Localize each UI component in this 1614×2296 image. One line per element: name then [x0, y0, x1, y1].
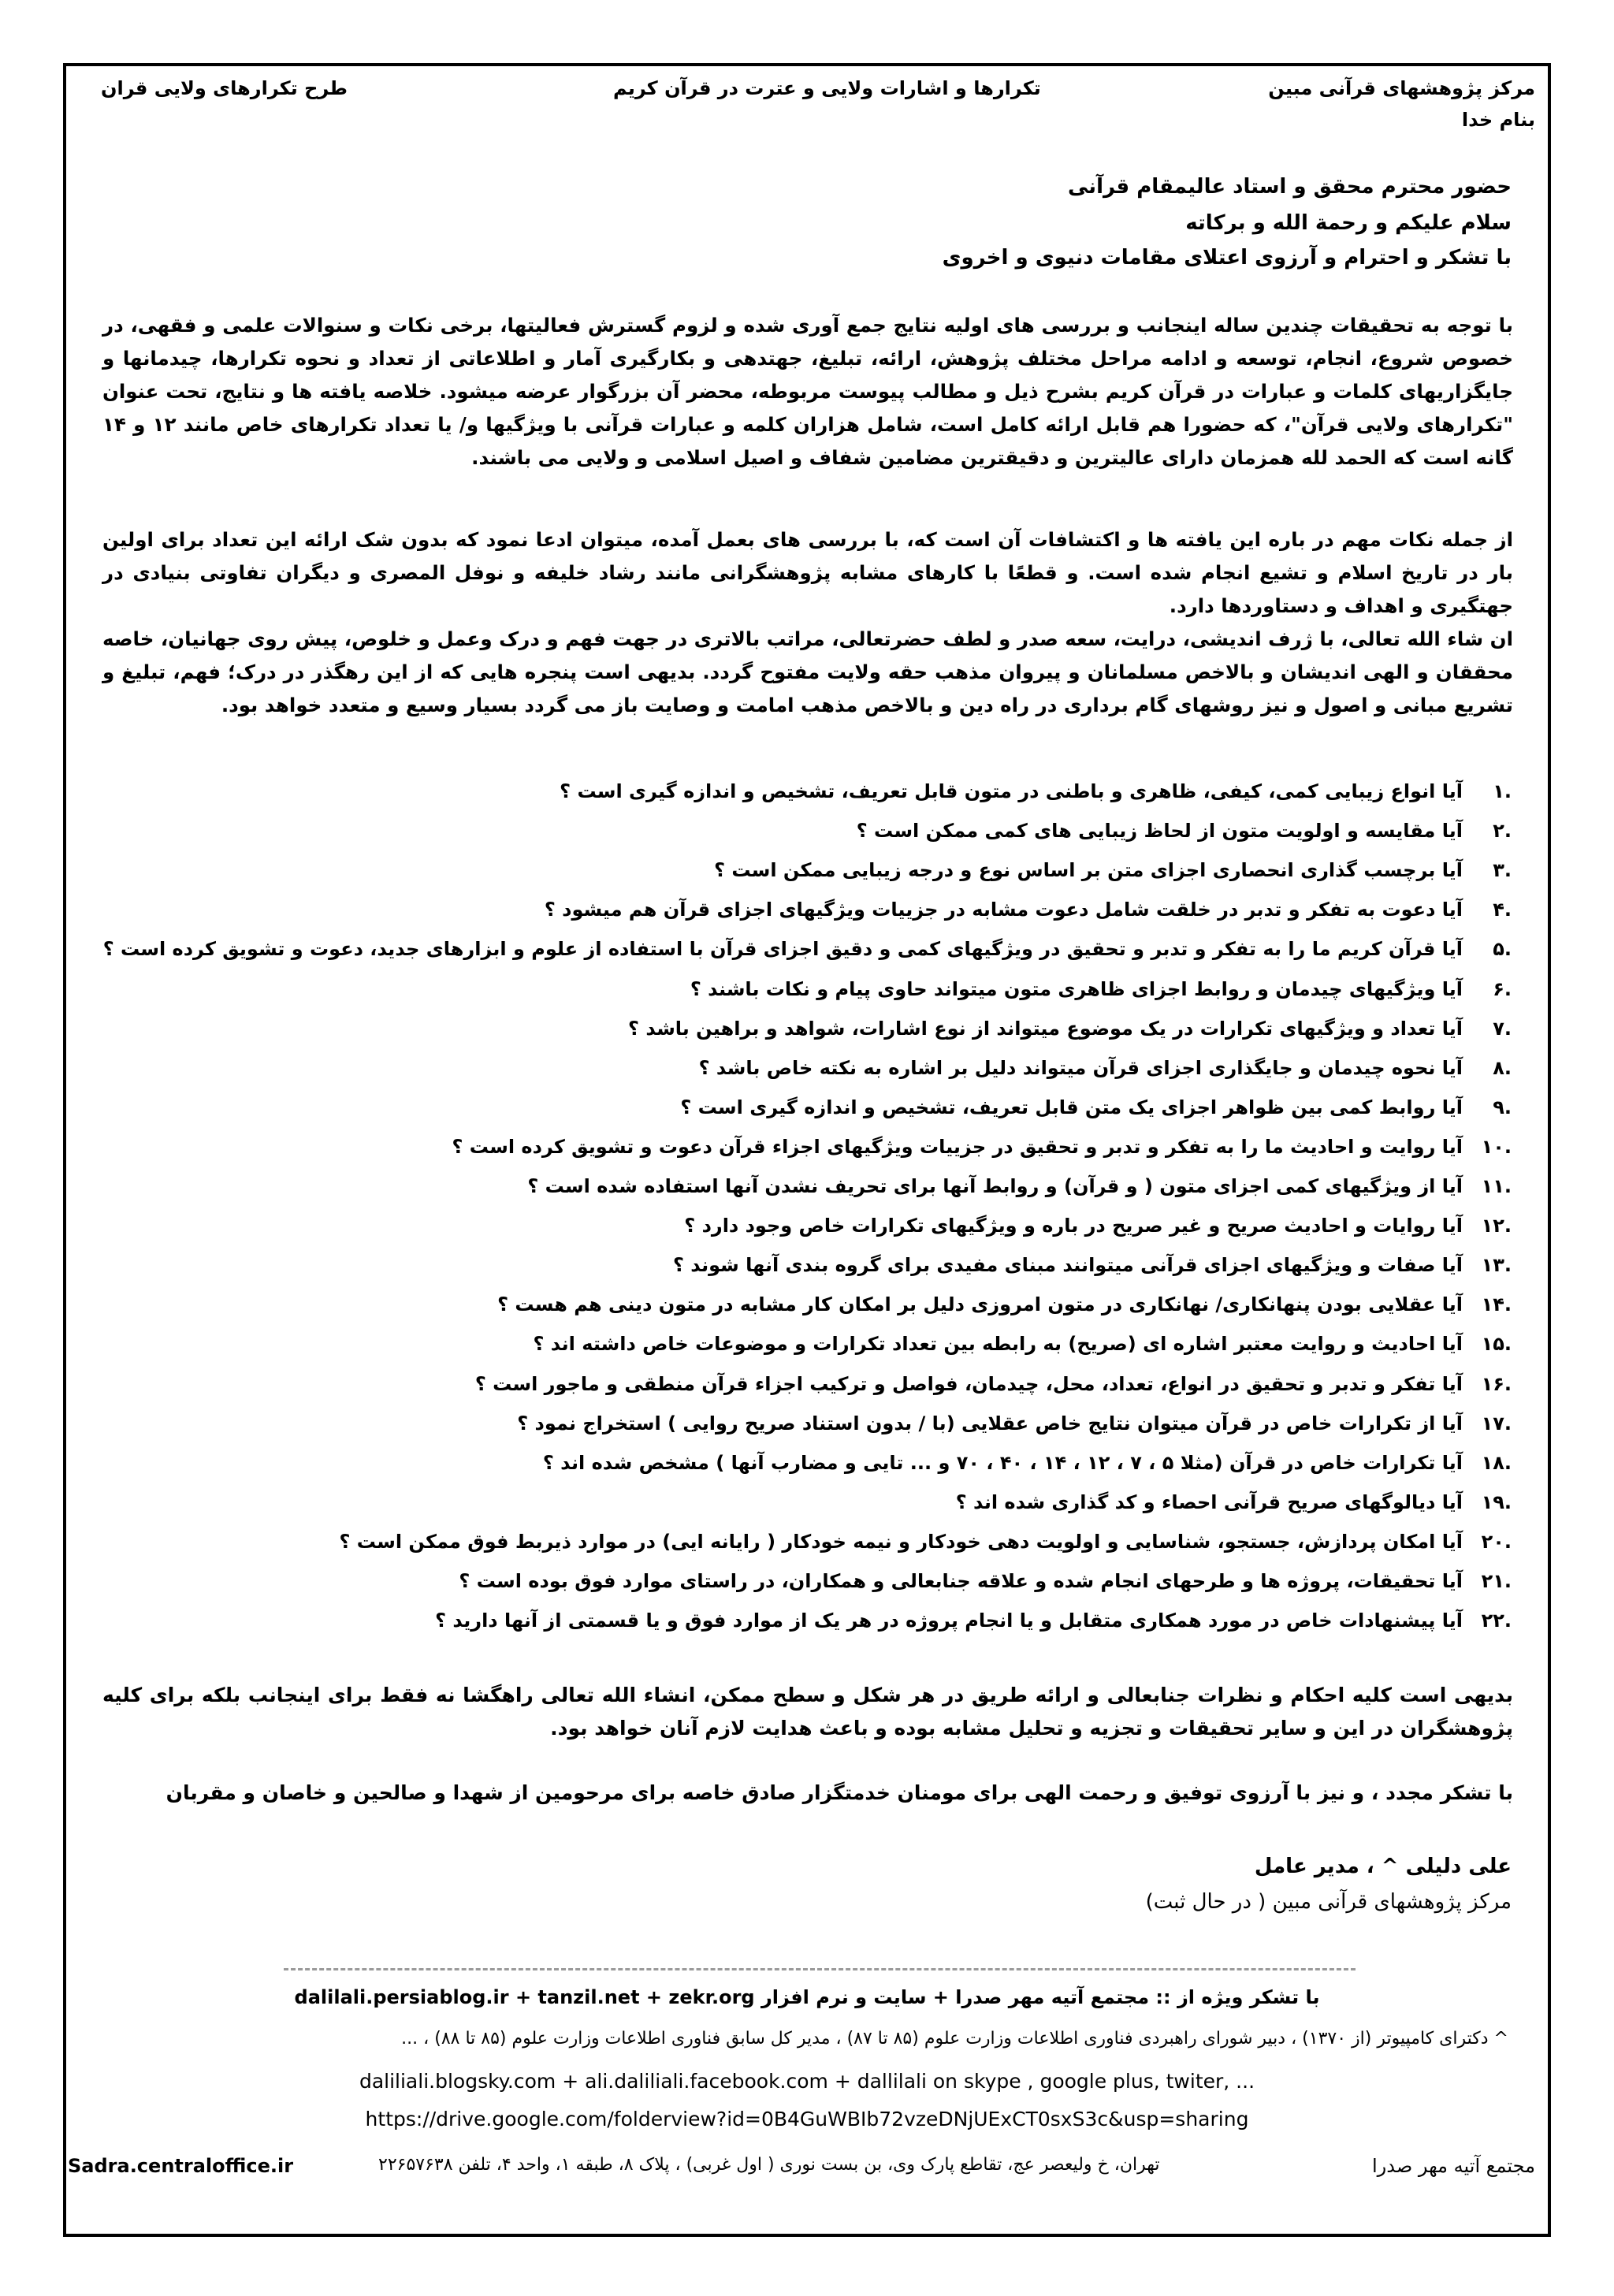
- header-title: تکرارها و اشارات ولایی و عترت در قرآن کریم: [613, 77, 1041, 99]
- question-item: [142, 1452, 1512, 1483]
- question-number: .۱۹: [1481, 1491, 1512, 1513]
- question-number: .۵: [1493, 938, 1512, 960]
- question-text: آیا تفکر و تدبر و تحقیق در انواع، تعداد، محل، چیدمان، فواصل و ترکیب اجزاء قرآن منطقی و ماجور است ؟: [474, 1373, 1463, 1395]
- question-number: .۸: [1493, 1057, 1512, 1079]
- question-number: .۱۱: [1481, 1175, 1512, 1197]
- question-text: آیا صفات و ویژگیهای اجزای قرآنی میتوانند مبنای مفیدی برای گروه بندی آنها شوند ؟: [672, 1254, 1463, 1276]
- basmala: بنام خدا: [1461, 109, 1535, 131]
- question-number: .۲۱: [1481, 1570, 1512, 1592]
- question-item: [102, 938, 1512, 969]
- question-number: .۲۰: [1481, 1531, 1512, 1553]
- question-number: .۳: [1493, 859, 1512, 881]
- question-number: .۱۵: [1481, 1333, 1512, 1355]
- footer-address: تهران، خ ولیعصر عج، تقاطع پارک وی، بن بست نوری ( اول غربی) ، پلاک ۸، طبقه ۱، واحد ۴، تلفن ۲۲۶۵۷۶۳۸: [378, 2155, 1160, 2175]
- header-org: مرکز پژوهشهای قرآنی مبین: [1268, 77, 1535, 99]
- question-item: [142, 978, 1512, 1010]
- question-item: [142, 1096, 1512, 1128]
- question-item: [142, 1373, 1512, 1405]
- question-number: .۴: [1493, 899, 1512, 921]
- question-number: .۹: [1493, 1096, 1512, 1118]
- footer-thanks-line: [0, 1986, 1614, 2008]
- greeting-line-1: حضور محترم محقق و استاد عالیمقام قرآنی: [1068, 175, 1512, 199]
- question-item: [142, 1254, 1512, 1286]
- question-text: آیا تحقیقات، پروژه ها و طرحهای انجام شده و علاقه جنابعالی و همکاران، در راستای موارد فوق بوده است ؟: [459, 1570, 1463, 1592]
- footer-links-2: https://drive.google.com/folderview?id=0B4GuWBIb72vzeDNjUExCT0sxS3c&usp=sharing: [365, 2108, 1249, 2130]
- question-text: آیا از ویژگیهای کمی اجزای متون ( و قرآن) و روابط آنها برای تحریف نشدن آنها استفاده شده است ؟: [527, 1175, 1463, 1197]
- question-number: .۱۰: [1481, 1136, 1512, 1158]
- question-item: [142, 780, 1512, 812]
- question-number: .۱۳: [1481, 1254, 1512, 1276]
- footer-separator: [284, 1968, 1356, 1970]
- greeting-line-2: سلام علیکم و رحمة الله و برکاته: [1185, 211, 1512, 235]
- footer-sites: dalilali.persiablog.ir + tanzil.net + zekr.org: [294, 1986, 755, 2008]
- question-item: [142, 1175, 1512, 1207]
- question-number: .۱: [1493, 780, 1512, 802]
- question-text: آیا امکان پردازش، جستجو، شناسایی و اولویت دهی خودکار و نیمه خودکار ( رایانه ایی) در موارد ذیربط فوق ممکن است ؟: [339, 1531, 1463, 1553]
- question-item: [142, 1412, 1512, 1444]
- question-number: .۲: [1493, 820, 1512, 842]
- question-text: آیا روایات و احادیث صریح و غیر صریح در باره و ویژگیهای تکرارات خاص وجود دارد ؟: [684, 1215, 1463, 1237]
- question-item: [142, 1215, 1512, 1246]
- question-item: [142, 899, 1512, 930]
- question-number: .۲۲: [1481, 1609, 1512, 1632]
- question-number: .۱۷: [1481, 1412, 1512, 1435]
- question-number: .۷: [1493, 1018, 1512, 1040]
- question-text: آیا روایت و احادیث ما را به تفکر و تدبر و تحقیق در جزییات ویژگیهای اجزاء قرآن دعوت و تشویق کرده است ؟: [452, 1136, 1463, 1158]
- question-text: آیا برچسب گذاری انحصاری اجزای متن بر اساس نوع و درجه زیبایی ممکن است ؟: [714, 859, 1463, 881]
- question-number: .۶: [1493, 978, 1512, 1000]
- closing-paragraph: بدیهی است کلیه احکام و نظرات جنابعالی و ارائه طریق در هر شکل و سطح ممکن، انشاء الله تعالی راهگشا نه فقط برای اینجانب بلکه برای کلیه پژوهشگران در این و سایر تحقیقات و تجزیه و تحلیل مشابه بوده و باعث هدایت لازم آنان خواهد بود.: [102, 1684, 1513, 1740]
- question-number: .۱۶: [1481, 1373, 1512, 1395]
- question-text: آیا نحوه چیدمان و جایگذاری اجزای قرآن میتواند دلیل بر اشاره به نکته خاص باشد ؟: [698, 1057, 1463, 1079]
- question-item: [142, 1018, 1512, 1049]
- question-item: [142, 1293, 1512, 1325]
- question-item: [142, 1531, 1512, 1562]
- question-item: [142, 1057, 1512, 1088]
- question-number: .۱۴: [1481, 1293, 1512, 1315]
- signature-org: مرکز پژوهشهای قرآنی مبین ( در حال ثبت): [1145, 1890, 1512, 1914]
- paragraph-hope: ان شاء الله تعالی، با ژرف اندیشی، درایت، سعه صدر و لطف حضرتعالی، مراتب بالاتری در جهت فهم و درک وعمل و خلوص، پیش روی جهانیان، خاصه محققان و الهی اندیشان و بالاخص مسلمانان و پیروان مذهب حقه ولایت مفتوح گردد. بدیهی است پنجره هایی که از این رهگذر در درک؛ فهم، تبلیغ و تشریع مبانی و اصول و نیز روشهای گام برداری در راه دین و بالاخص مذهب امامت و وصایت باز می گردد بسیار وسیع و متعدد خواهد بود.: [102, 627, 1513, 716]
- question-number: .۱۲: [1481, 1215, 1512, 1237]
- footer-website: Sadra.centraloffice.ir: [68, 2155, 294, 2177]
- paragraph-intro: با توجه به تحقیقات چندین ساله اینجانب و بررسی های اولیه نتایج جمع آوری شده و لزوم گسترش فعالیتها، برخی نکات و سنوالات علمی و فقهی، در خصوص شروع، انجام، توسعه و ادامه مراحل مختلف پژوهش، ارائه، تبلیغ، جهتدهی و بکارگیری آمار و اطلاعاتی از تعداد و نحوه تکرارها، چیدمانها و جایگزاریهای کلمات و عبارات در قرآن کریم بشرح ذیل و مطالب پیوست مربوطه، محضر آن بزرگوار عرضه میشود. خلاصه یافته ها و نتایج، تحت عنوان "تکرارهای ولایی قرآن"، که حضورا هم قابل ارائه کامل است، شامل هزاران کلمه و عبارات قرآنی با ویژگیها و/ یا تعداد تکرارهای خاص مانند ۱۲ و ۱۴ گانه است که الحمد لله همزمان دارای عالیترین و دقیقترین مضامین شفاف و اصیل اسلامی و ولایی می باشند.: [102, 314, 1513, 469]
- question-text: آیا از تکرارات خاص در قرآن میتوان نتایج خاص عقلایی (با / بدون استناد صریح روایی ) استخراج نمود ؟: [517, 1412, 1463, 1435]
- question-item: [142, 1570, 1512, 1602]
- question-text: آیا تعداد و ویژگیهای تکرارات در یک موضوع میتواند از نوع اشارات، شواهد و براهین باشد ؟: [628, 1018, 1463, 1040]
- question-item: [142, 1491, 1512, 1523]
- question-text: آیا انواع زیبایی کمی، کیفی، ظاهری و باطنی در متون قابل تعریف، تشخیص و اندازه گیری است ؟: [560, 780, 1463, 802]
- question-text: آیا تکرارات خاص در قرآن (مثلا ۵ ، ۷ ، ۱۲ ، ۱۴ ، ۴۰ ، ۷۰ و ... تایی و مضارب آنها ) مشخص شده اند ؟: [542, 1452, 1463, 1474]
- question-text: آیا دعوت به تفکر و تدبر در خلقت شامل دعوت مشابه در جزییات ویژگیهای اجزای قرآن هم میشود ؟: [544, 899, 1463, 921]
- footer-org-name: مجتمع آتیه مهر صدرا: [1372, 2155, 1535, 2177]
- question-item: [142, 1136, 1512, 1167]
- question-text: آیا روابط کمی بین ظواهر اجزای یک متن قابل تعریف، تشخیص و اندازه گیری است ؟: [680, 1096, 1463, 1118]
- paragraph-findings: از جمله نکات مهم در باره این یافته ها و اکتشافات آن است که، با بررسی های بعمل آمده، میتوان ادعا نمود که بدون شک ارائه این تعداد برای اولین بار در تاریخ اسلام و تشیع انجام شده است. و قطعًا با کارهای مشابه پژوهشگرانی مانند رشاد خلیفه و نوفل المصری و دیگران تفاوتی بنیادی در جهتگیری و اهداف و دستاوردها دارد.: [102, 528, 1513, 617]
- question-text: آیا احادیث و روایت معتبر اشاره ای (صریح) به رابطه بین تعداد تکرارات و موضوعات خاص داشته اند ؟: [533, 1333, 1463, 1355]
- greeting-line-3: با تشکر و احترام و آرزوی اعتلای مقامات دنیوی و اخروی: [942, 246, 1512, 270]
- question-item: [142, 1609, 1512, 1641]
- question-item: [142, 859, 1512, 891]
- question-item: [142, 1333, 1512, 1364]
- question-text: آیا ویژگیهای چیدمان و روابط اجزای ظاهری متون میتواند حاوی پیام و نکات باشند ؟: [690, 978, 1463, 1000]
- question-text: آیا دیالوگهای صریح قرآنی احصاء و کد گذاری شده اند ؟: [955, 1491, 1463, 1513]
- question-text: آیا عقلایی بودن پنهانکاری/ نهانکاری در متون امروزی دلیل بر امکان کار مشابه در متون دینی هم هست ؟: [497, 1293, 1463, 1315]
- question-number: .۱۸: [1481, 1452, 1512, 1474]
- header-project: طرح تکرارهای ولایی قران: [101, 77, 348, 99]
- closing-thanks: با تشکر مجدد ، و نیز با آرزوی توفیق و رحمت الهی برای مومنان خدمتگزار صادق خاصه برای مرحومین از شهدا و صالحین و خاصان و مقربان: [165, 1781, 1513, 1804]
- question-text: آیا قرآن کریم ما را به تفکر و تدبر و تحقیق در ویژگیهای کمی و دقیق اجزای قرآن با استفاده از علوم و ابزارهای جدید، دعوت و تشویق کرده است ؟: [102, 938, 1463, 960]
- footer-links-1: daliliali.blogsky.com + ali.daliliali.facebook.com + dallilali on skype , google plus, twiter, ...: [359, 2070, 1255, 2093]
- question-item: [142, 820, 1512, 851]
- question-text: آیا پیشنهادات خاص در مورد همکاری متقابل و یا انجام پروژه در هر یک از موارد فوق و یا قسمتی از آنها دارید ؟: [435, 1609, 1463, 1632]
- footer-thanks: با تشکر ویژه از :: مجتمع آتیه مهر صدرا + سایت و نرم افزار: [761, 1986, 1320, 2008]
- signature-name: علی دلیلی ^ ، مدیر عامل: [1254, 1855, 1512, 1878]
- footer-author-note: ^ دکترای کامپیوتر (از ۱۳۷۰) ، دبیر شورای راهبردی فناوری اطلاعات وزارت علوم (۸۵ تا ۸۷) ، مدیر کل سابق فناوری اطلاعات وزارت علوم (۸۵ تا ۸۸) ، ...: [401, 2029, 1508, 2049]
- question-text: آیا مقایسه و اولویت متون از لحاظ زیبایی های کمی ممکن است ؟: [856, 820, 1463, 842]
